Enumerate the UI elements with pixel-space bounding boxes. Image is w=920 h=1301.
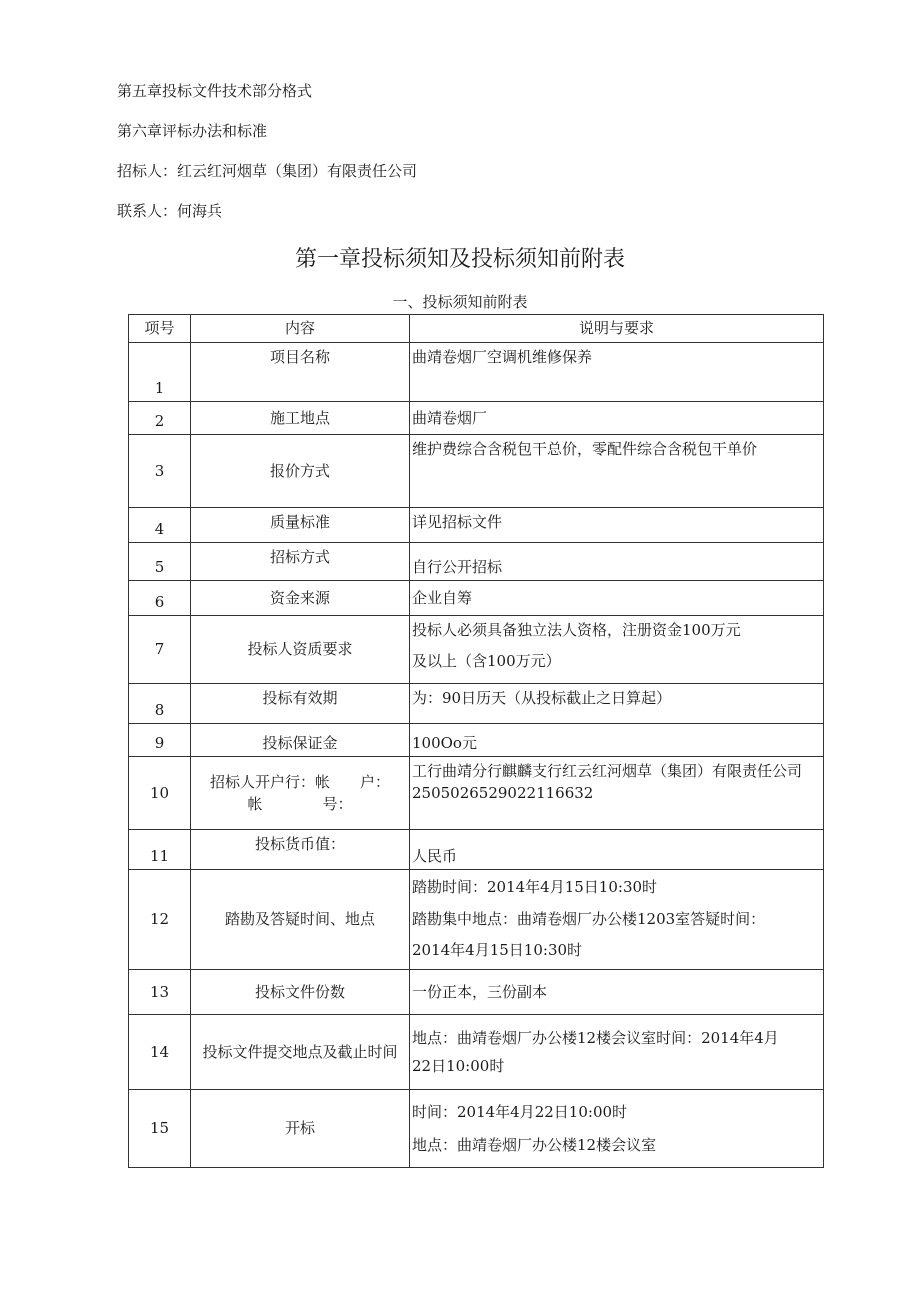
row-label-line: 招标人开户行：帐 户： — [209, 772, 390, 791]
row-num: 15 — [129, 1090, 191, 1168]
bid-info-table — [128, 314, 824, 1168]
table-row — [129, 581, 824, 616]
table-row — [129, 684, 824, 724]
row-value: 企业自筹 — [410, 581, 824, 616]
row-value: 100Oo元 — [410, 724, 824, 757]
row-label: 投标文件提交地点及截止时间 — [191, 1015, 410, 1090]
row-value: 人民币 — [410, 830, 824, 870]
table-row — [129, 970, 824, 1015]
row-value-line: 踏勘时间：2014年4月15日10:30时 — [412, 878, 658, 897]
row-label: 踏勘及答疑时间、地点 — [191, 870, 410, 970]
row-value-line: 工行曲靖分行麒麟支行红云红河烟草（集团）有限责任公司 — [412, 762, 803, 780]
header-content: 内容 — [191, 315, 410, 343]
row-label: 投标货币值： — [191, 830, 410, 870]
table-row — [129, 724, 824, 757]
row-value — [410, 870, 824, 970]
row-value — [410, 616, 824, 684]
table-row — [129, 870, 824, 970]
row-num: 4 — [129, 508, 191, 543]
row-value-line: 投标人必须具备独立法人资格，注册资金100万元 — [412, 621, 741, 639]
table-row — [129, 830, 824, 870]
table-row — [129, 1015, 824, 1090]
row-value-line: 地点：曲靖卷烟厂办公楼12楼会议室 — [412, 1135, 657, 1154]
row-value: 为：90日历天（从投标截止之日算起） — [410, 684, 824, 724]
row-value — [410, 1015, 824, 1090]
row-num: 2 — [129, 402, 191, 435]
table-row — [129, 1090, 824, 1168]
row-num: 13 — [129, 970, 191, 1015]
row-value — [410, 1090, 824, 1168]
row-label: 开标 — [191, 1090, 410, 1168]
row-value: 详见招标文件 — [410, 508, 824, 543]
row-num: 12 — [129, 870, 191, 970]
row-num: 8 — [129, 684, 191, 724]
table-row — [129, 616, 824, 684]
row-value: 曲靖卷烟厂空调机维修保养 — [410, 343, 824, 402]
table-row — [129, 508, 824, 543]
row-num: 14 — [129, 1015, 191, 1090]
row-num: 11 — [129, 830, 191, 870]
row-num: 9 — [129, 724, 191, 757]
row-label: 质量标准 — [191, 508, 410, 543]
row-value — [410, 757, 824, 830]
row-label: 投标文件份数 — [191, 970, 410, 1015]
row-label: 施工地点 — [191, 402, 410, 435]
row-num: 3 — [129, 435, 191, 508]
row-value-line: 时间：2014年4月22日10:00时 — [412, 1102, 628, 1121]
row-label: 投标有效期 — [191, 684, 410, 724]
intro-line-chapter5: 第五章投标文件技术部分格式 — [117, 82, 313, 100]
header-desc: 说明与要求 — [410, 315, 824, 343]
row-value-line: 2014年4月15日10:30时 — [412, 941, 583, 960]
row-num: 5 — [129, 543, 191, 581]
row-label: 投标保证金 — [191, 724, 410, 757]
row-value: 曲靖卷烟厂 — [410, 402, 824, 435]
row-value-line: 2505026529022116632 — [412, 784, 594, 803]
row-label: 项目名称 — [191, 343, 410, 402]
row-value-line: 踏勘集中地点：曲靖卷烟厂办公楼1203室答疑时间： — [412, 909, 766, 928]
row-label: 资金来源 — [191, 581, 410, 616]
row-value: 维护费综合含税包干总价，零配件综合含税包干单价 — [410, 435, 824, 508]
row-num: 10 — [129, 757, 191, 830]
row-label-line: 帐 号： — [247, 795, 353, 813]
row-num: 1 — [129, 343, 191, 402]
row-label — [191, 757, 410, 830]
table-row — [129, 757, 824, 830]
table-row — [129, 543, 824, 581]
section-title: 一、投标须知前附表 — [392, 293, 528, 311]
chapter-title: 第一章投标须知及投标须知前附表 — [294, 247, 625, 272]
header-num: 项号 — [129, 315, 191, 343]
intro-line-contact: 联系人：何海兵 — [117, 202, 223, 220]
row-value: 自行公开招标 — [410, 543, 824, 581]
row-value-line: 22日10:00时 — [412, 1057, 505, 1075]
row-label: 投标人资质要求 — [191, 616, 410, 684]
row-label: 报价方式 — [191, 435, 410, 508]
table-row — [129, 402, 824, 435]
table-header-row — [129, 315, 824, 343]
table-row — [129, 435, 824, 508]
intro-line-tenderer: 招标人：红云红河烟草（集团）有限责任公司 — [117, 162, 418, 180]
row-num: 7 — [129, 616, 191, 684]
table-row — [129, 343, 824, 402]
intro-line-chapter6: 第六章评标办法和标准 — [117, 122, 268, 140]
row-value: 一份正本，三份副本 — [410, 970, 824, 1015]
row-label: 招标方式 — [191, 543, 410, 581]
row-num: 6 — [129, 581, 191, 616]
row-value-line: 及以上（含100万元） — [412, 652, 561, 670]
row-value-line: 地点：曲靖卷烟厂办公楼12楼会议室时间：2014年4月 — [412, 1028, 779, 1047]
